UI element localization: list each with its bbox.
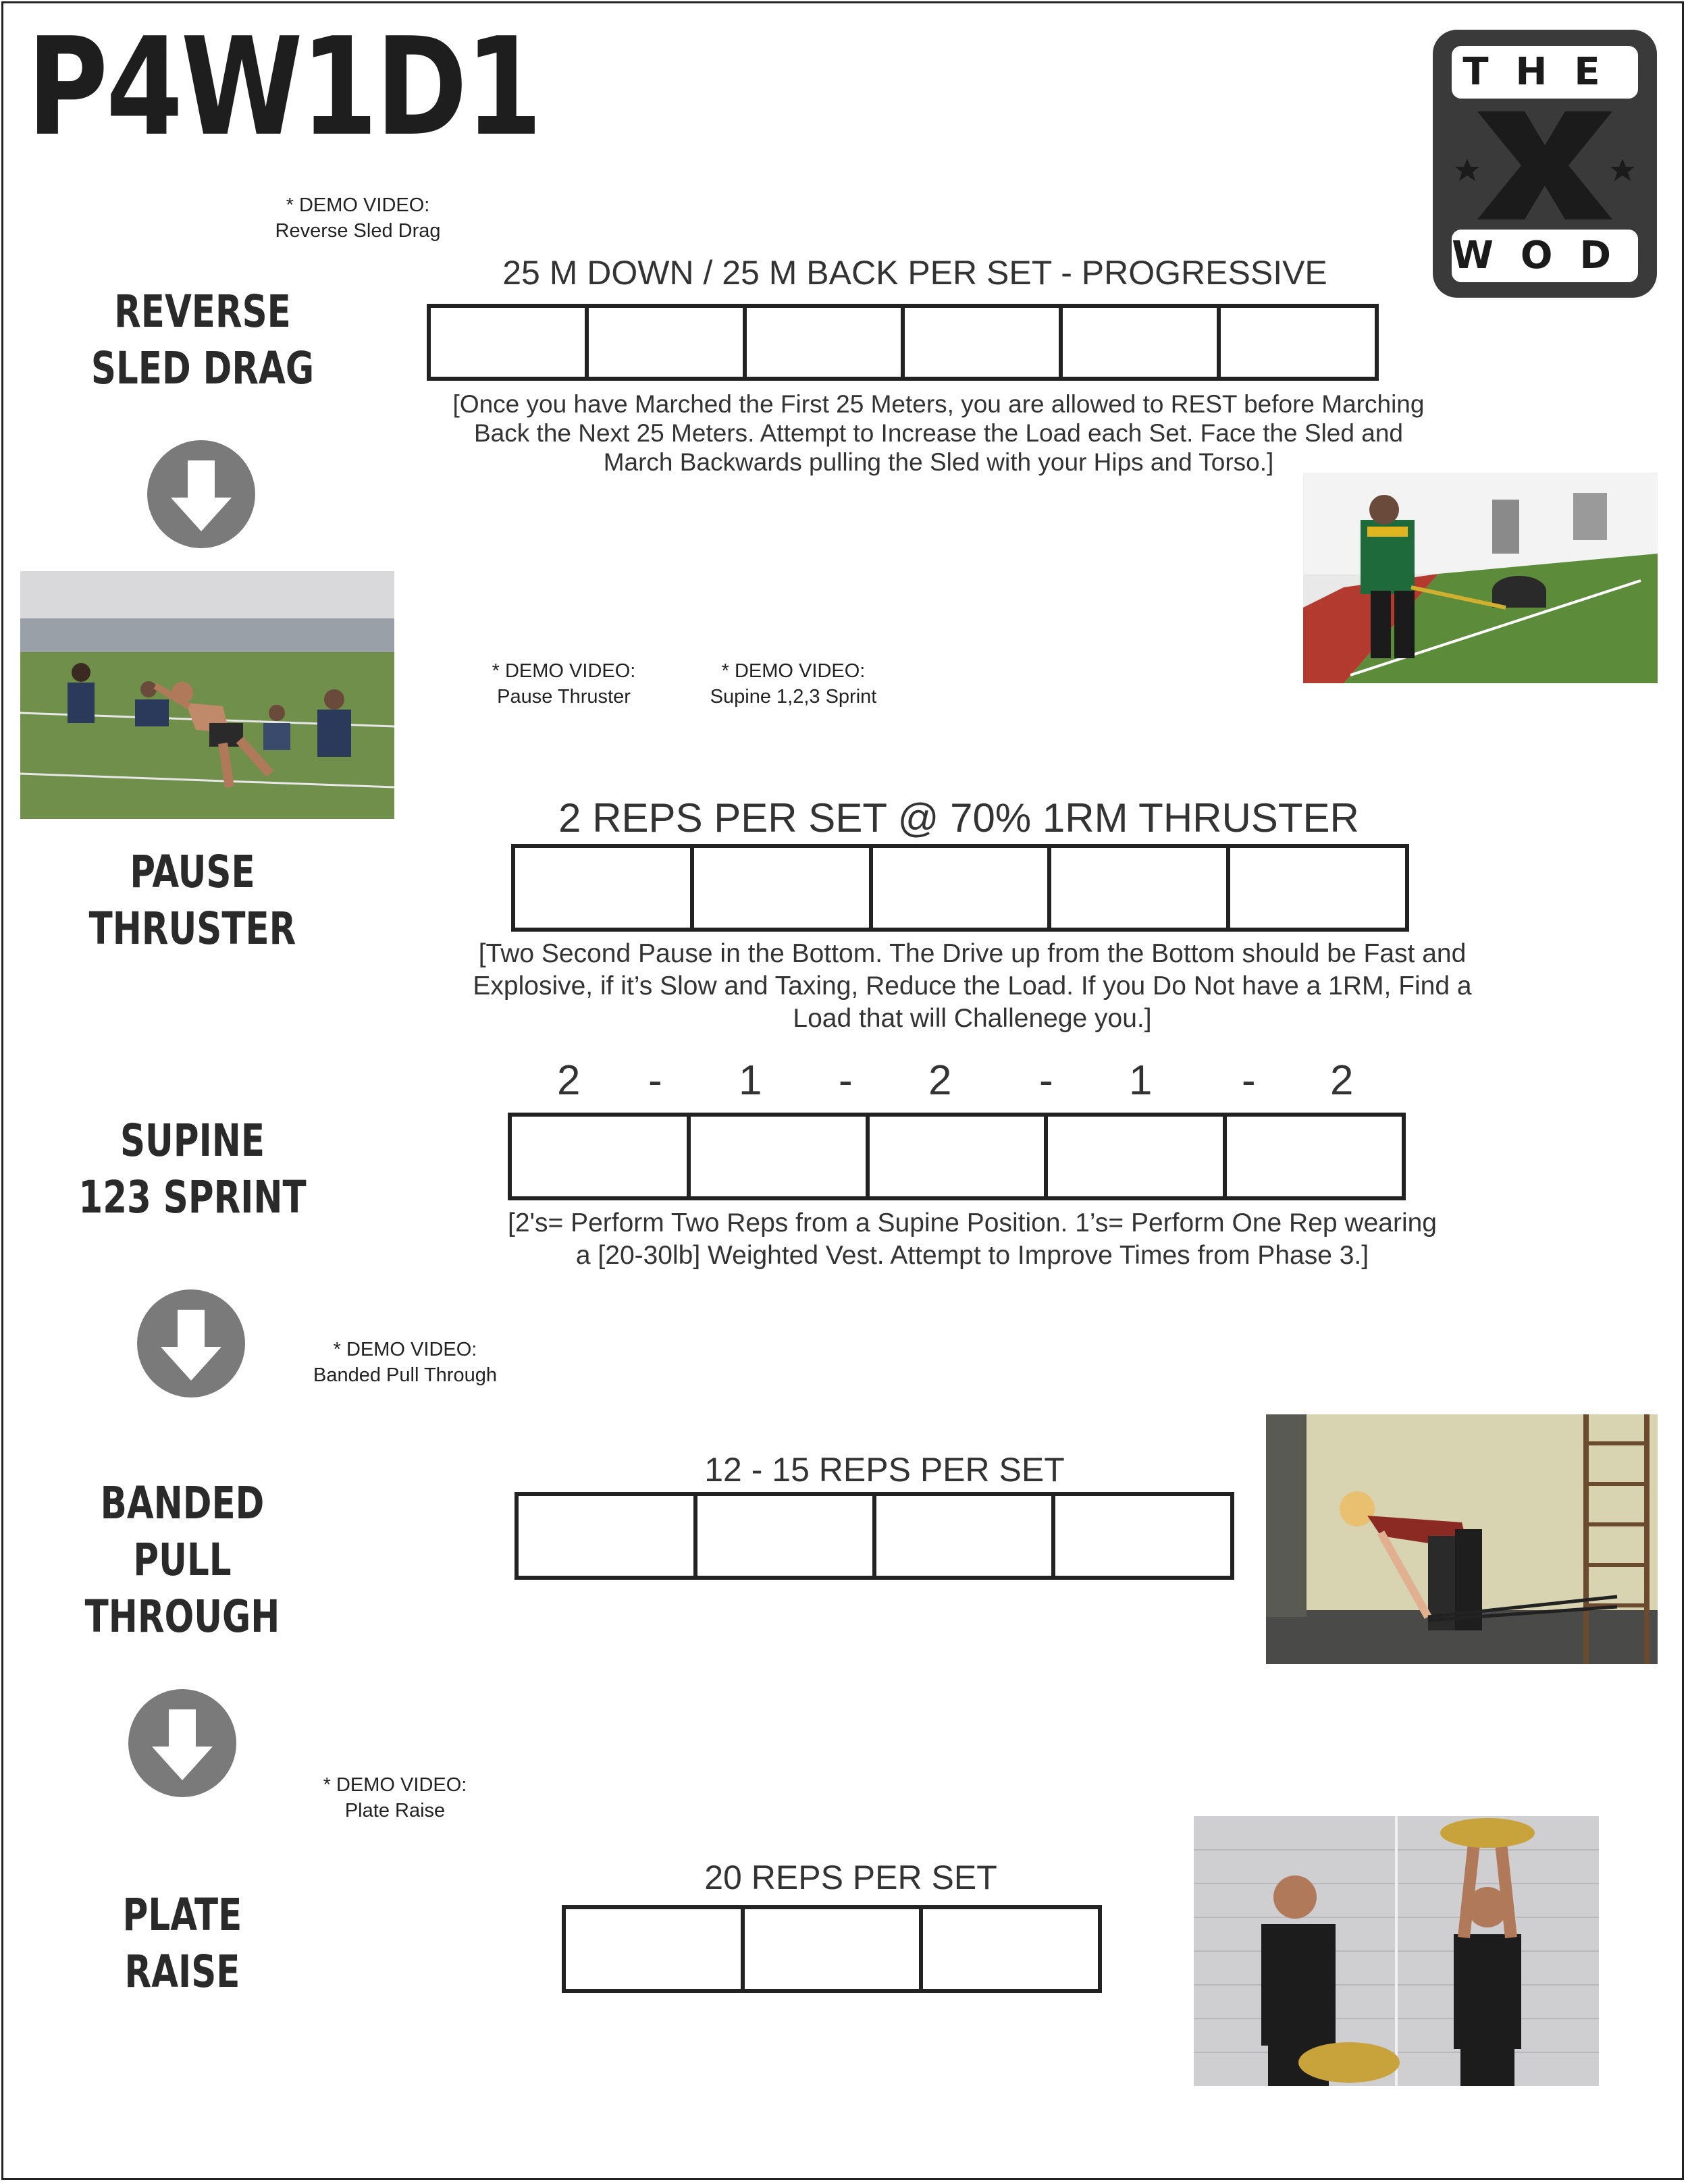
sprint-pattern xyxy=(511,1057,1409,1111)
note-line: Load that will Challenege you.] xyxy=(793,1004,1152,1033)
demo-video-label: * DEMO VIDEO: xyxy=(721,660,866,682)
set-box[interactable] xyxy=(691,1117,870,1196)
pattern-separator: - xyxy=(1039,1057,1053,1104)
set-box[interactable] xyxy=(589,308,747,377)
note-line: March Backwards pulling the Sled with your Hips and Torso.] xyxy=(603,448,1274,476)
demo-video-name: Pause Thruster xyxy=(497,686,631,708)
arrow-down-circle-icon xyxy=(128,1689,236,1797)
exercise-name-plate-raise xyxy=(56,1887,309,2000)
demo-video-link-banded-pull-through[interactable] xyxy=(290,1337,520,1388)
pattern-value: 2 xyxy=(1330,1057,1354,1104)
demo-video-name: Reverse Sled Drag xyxy=(275,220,441,242)
note-line: Explosive, if it’s Slow and Taxing, Reduce the Load. If you Do Not have a 1RM, Find a xyxy=(473,971,1472,1001)
logo-top-text: THE xyxy=(1462,50,1627,94)
exercise-name-supine-123-sprint xyxy=(66,1113,319,1226)
demo-video-label: * DEMO VIDEO: xyxy=(492,660,636,682)
set-box[interactable] xyxy=(566,1909,745,1989)
arrow-down-circle-icon xyxy=(147,440,255,548)
set-box[interactable] xyxy=(1048,1117,1227,1196)
set-heading: 2 REPS PER SET @ 70% 1RM THRUSTER xyxy=(558,795,1359,841)
set-box[interactable] xyxy=(697,1496,876,1576)
set-box[interactable] xyxy=(694,848,873,928)
pattern-separator: - xyxy=(1242,1057,1256,1104)
arrow-down-circle-icon xyxy=(137,1289,245,1397)
pattern-value: 1 xyxy=(1129,1057,1153,1104)
pattern-value: 2 xyxy=(928,1057,952,1104)
note-line: [Two Second Pause in the Bottom. The Drive up from the Bottom should be Fast and xyxy=(478,939,1467,968)
set-box[interactable] xyxy=(1221,308,1375,377)
set-box[interactable] xyxy=(870,1117,1049,1196)
note-line: a [20-30lb] Weighted Vest. Attempt to Improve Times from Phase 3.] xyxy=(575,1241,1369,1270)
set-box[interactable] xyxy=(923,1909,1098,1989)
set-heading: 25 M DOWN / 25 M BACK PER SET - PROGRESSIVE xyxy=(502,254,1327,292)
set-box[interactable] xyxy=(747,308,905,377)
set-box[interactable] xyxy=(1227,1117,1402,1196)
demo-video-link-reverse-sled-drag[interactable] xyxy=(250,192,466,244)
plate-raise-photo xyxy=(1194,1816,1599,2086)
exercise-name-line2: RAISE xyxy=(124,1946,240,1998)
set-boxes xyxy=(511,844,1409,932)
exercise-name-reverse-sled-drag xyxy=(76,284,329,397)
note-line: Back the Next 25 Meters. Attempt to Increase the Load each Set. Face the Sled and xyxy=(474,419,1403,447)
exercise-name-line1: BANDED xyxy=(100,1477,265,1529)
instruction-note xyxy=(351,938,1593,1035)
set-box[interactable] xyxy=(1230,848,1405,928)
set-box[interactable] xyxy=(905,308,1063,377)
demo-video-label: * DEMO VIDEO: xyxy=(286,194,430,216)
pattern-separator: - xyxy=(839,1057,853,1104)
set-box[interactable] xyxy=(1063,308,1221,377)
exercise-name-line2: THRUSTER xyxy=(88,903,296,955)
pattern-separator: - xyxy=(648,1057,662,1104)
banded-pull-through-photo xyxy=(1266,1414,1658,1664)
instruction-note xyxy=(351,1207,1593,1272)
set-boxes xyxy=(562,1905,1102,1993)
exercise-name-pause-thruster xyxy=(66,844,319,957)
exercise-name-line2: PULL THROUGH xyxy=(84,1534,280,1643)
set-box[interactable] xyxy=(431,308,589,377)
pattern-value: 1 xyxy=(739,1057,762,1104)
demo-video-name: Supine 1,2,3 Sprint xyxy=(710,686,877,708)
set-box[interactable] xyxy=(1055,1496,1230,1576)
set-box[interactable] xyxy=(876,1496,1055,1576)
instruction-note xyxy=(317,390,1560,477)
demo-video-link-plate-raise[interactable] xyxy=(307,1772,483,1823)
set-box[interactable] xyxy=(519,1496,697,1576)
set-boxes xyxy=(515,1492,1234,1580)
set-boxes xyxy=(427,304,1379,381)
set-boxes xyxy=(508,1113,1406,1200)
sprint-athlete-photo xyxy=(20,571,394,819)
set-box[interactable] xyxy=(745,1909,924,1989)
exercise-name-line1: PLATE xyxy=(122,1889,242,1941)
demo-video-link-pause-thruster[interactable] xyxy=(466,658,662,710)
note-line: [Once you have Marched the First 25 Meters, you are allowed to REST before Marching xyxy=(452,390,1425,418)
set-box[interactable] xyxy=(512,1117,691,1196)
logo-bottom-text: WOD xyxy=(1452,234,1638,277)
reverse-sled-drag-photo xyxy=(1303,473,1658,683)
exercise-name-line1: SUPINE xyxy=(120,1115,265,1167)
exercise-name-banded-pull-through xyxy=(56,1475,309,1645)
exercise-name-line2: 123 SPRINT xyxy=(78,1171,307,1223)
page-title: P4W1D1 xyxy=(27,9,540,166)
set-heading: 12 - 15 REPS PER SET xyxy=(704,1451,1065,1489)
set-heading: 20 REPS PER SET xyxy=(704,1859,997,1896)
set-box[interactable] xyxy=(873,848,1052,928)
demo-video-label: * DEMO VIDEO: xyxy=(323,1774,467,1796)
exercise-name-line2: SLED DRAG xyxy=(90,342,315,394)
demo-video-name: Plate Raise xyxy=(344,1800,446,1821)
pattern-value: 2 xyxy=(557,1057,581,1104)
exercise-name-line1: PAUSE xyxy=(130,846,255,898)
demo-video-name: Banded Pull Through xyxy=(313,1364,497,1386)
the-x-wod-logo xyxy=(1430,27,1660,300)
set-box[interactable] xyxy=(515,848,694,928)
exercise-name-line1: REVERSE xyxy=(114,286,291,338)
note-line: [2's= Perform Two Reps from a Supine Position. 1’s= Perform One Rep wearing xyxy=(508,1208,1437,1237)
set-box[interactable] xyxy=(1051,848,1230,928)
demo-video-label: * DEMO VIDEO: xyxy=(333,1339,477,1360)
demo-video-link-supine-sprint[interactable] xyxy=(682,658,905,710)
